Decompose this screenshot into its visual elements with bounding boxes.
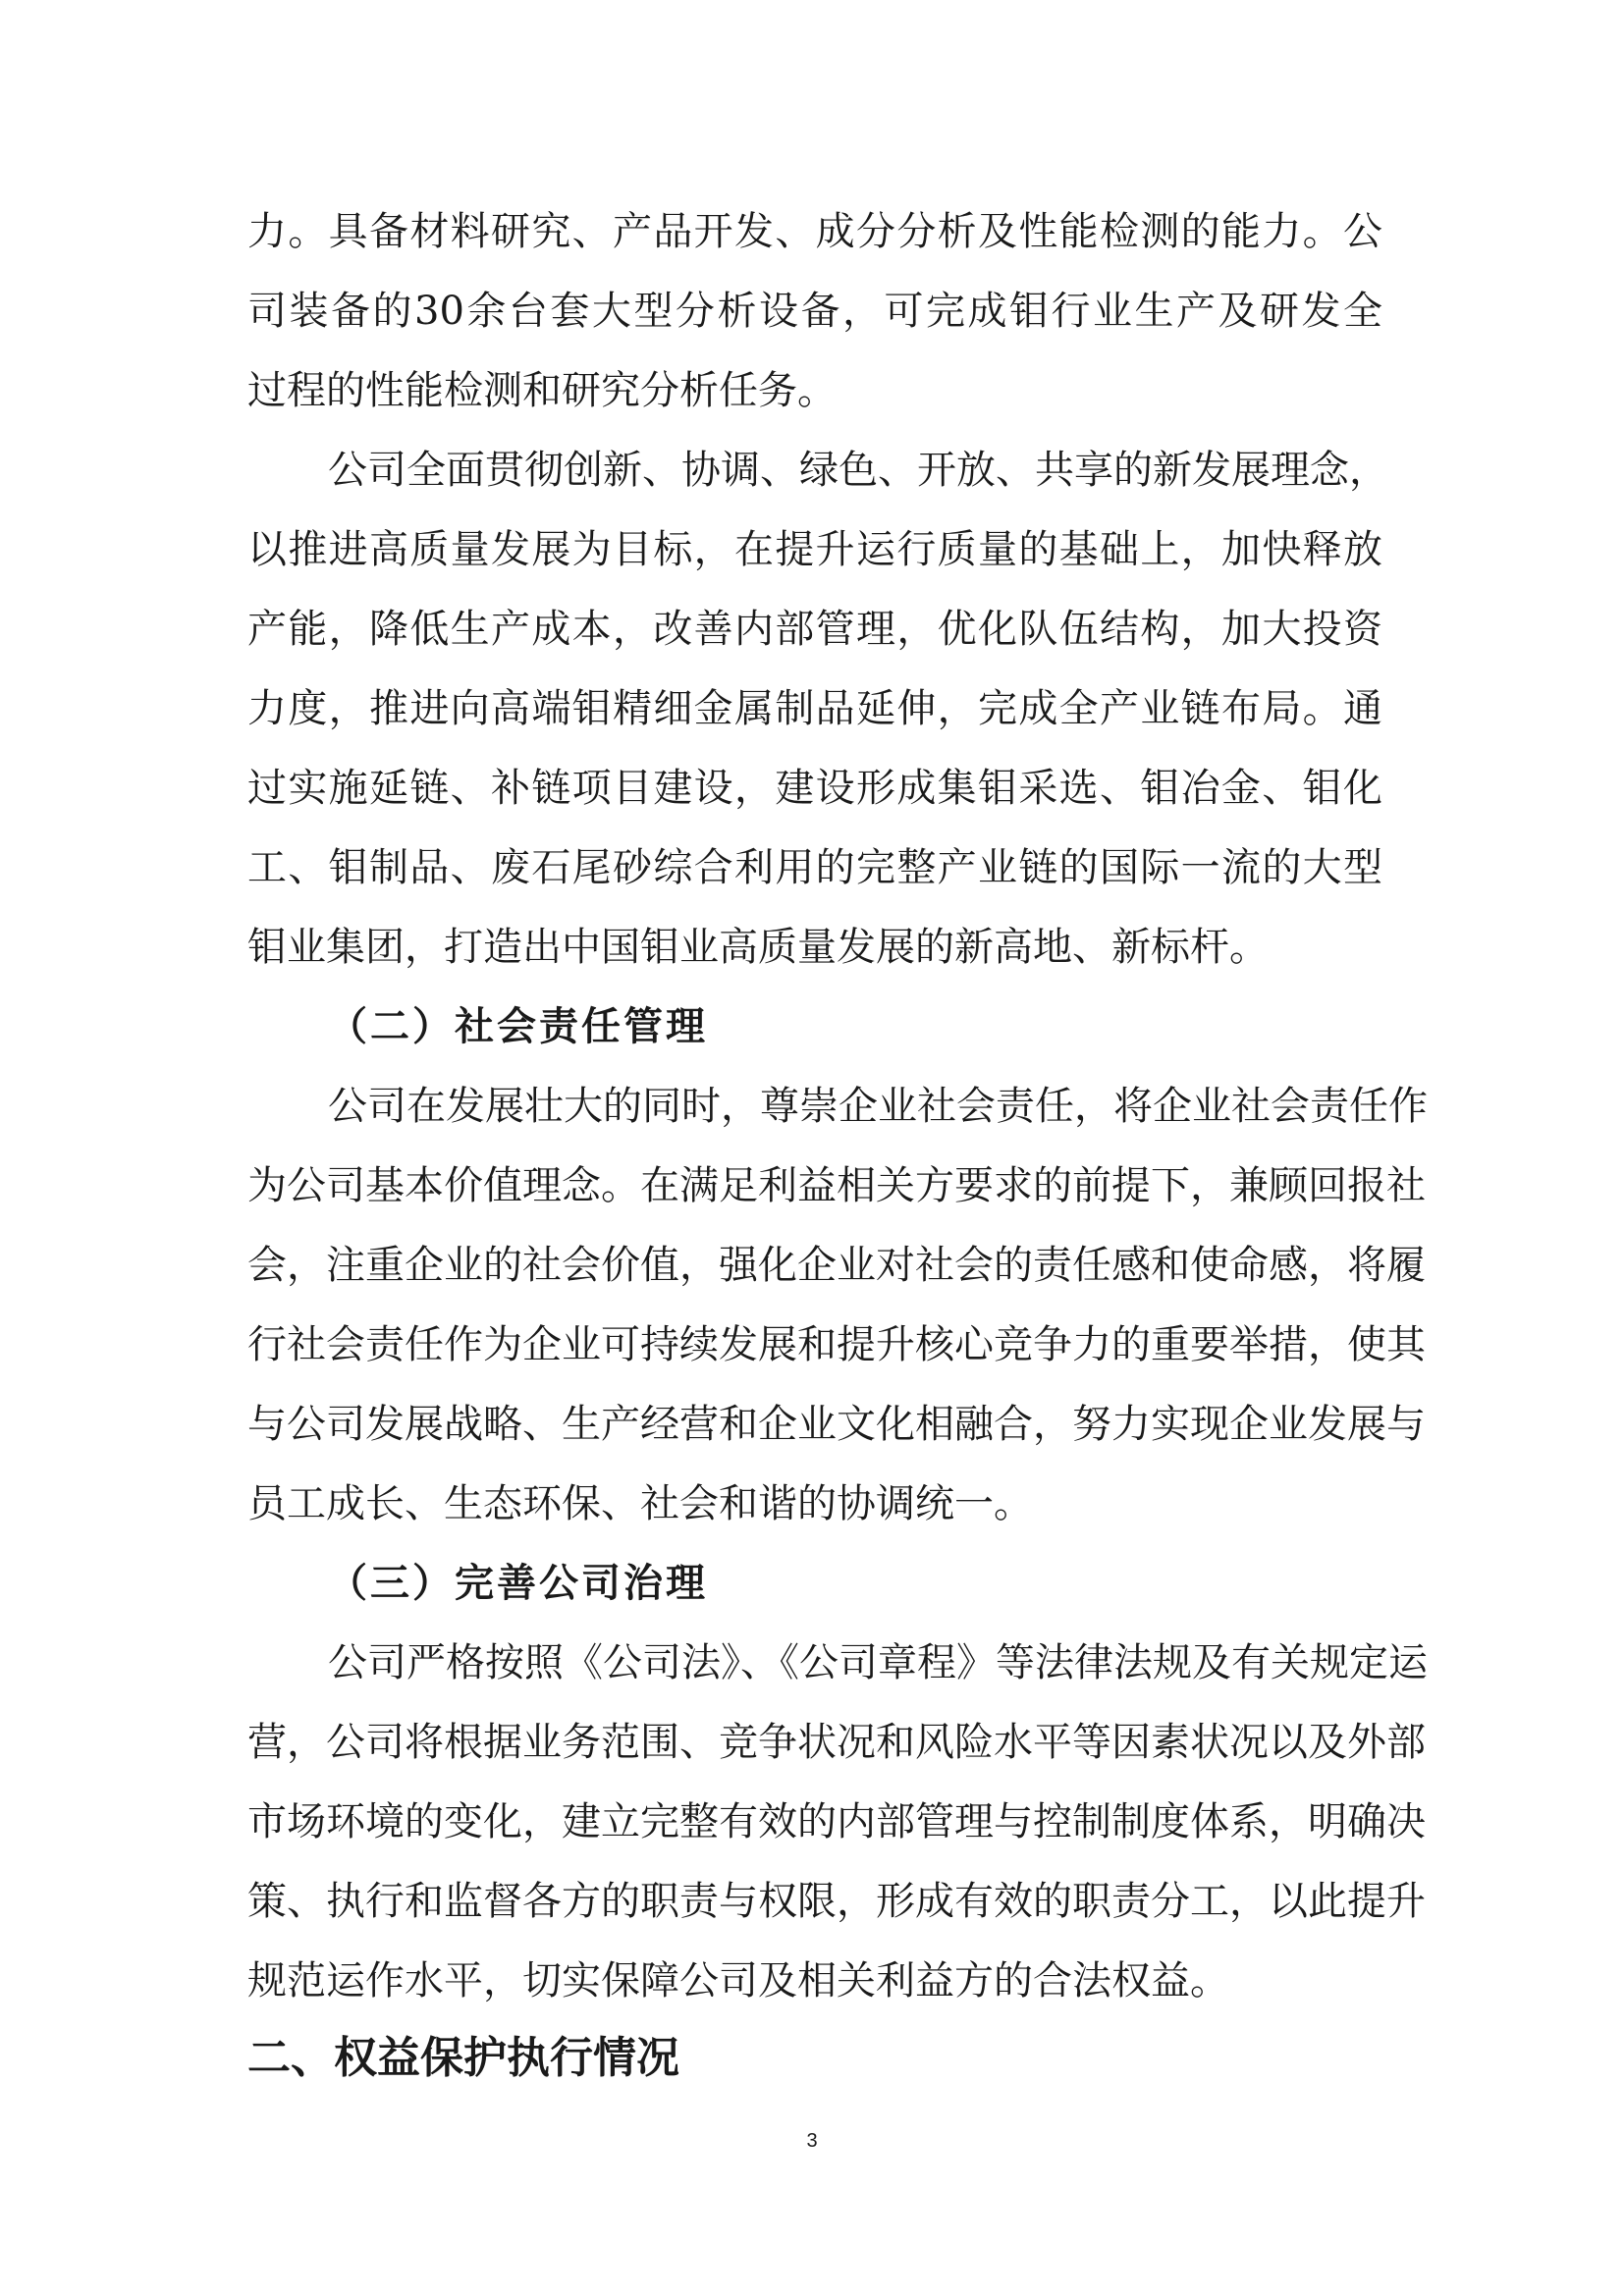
- paragraph-line: 过程的性能检测和研究分析任务。: [247, 368, 837, 413]
- page-number: 3: [806, 2130, 818, 2152]
- paragraph-line: 市场环境的变化，建立完整有效的内部管理与控制制度体系，明确决: [247, 1799, 1426, 1844]
- paragraph-line: 会，注重企业的社会价值，强化企业对社会的责任感和使命感，将履: [247, 1243, 1426, 1288]
- subsection-heading: （三）完善公司治理: [328, 1560, 708, 1606]
- paragraph-line: 规范运作水平，切实保障公司及相关利益方的合法权益。: [247, 1958, 1229, 2003]
- paragraph-line: 公司全面贯彻创新、协调、绿色、开放、共享的新发展理念，: [328, 448, 1388, 493]
- paragraph-line: 以推进高质量发展为目标，在提升运行质量的基础上，加快释放: [247, 527, 1382, 572]
- paragraph-line: 行社会责任作为企业可持续发展和提升核心竞争力的重要举措，使其: [247, 1322, 1426, 1367]
- paragraph-line: 工、钼制品、废石尾砂综合利用的完整产业链的国际一流的大型: [247, 845, 1382, 890]
- paragraph-line: 营，公司将根据业务范围、竞争状况和风险水平等因素状况以及外部: [247, 1720, 1426, 1765]
- paragraph-line: 与公司发展战略、生产经营和企业文化相融合，努力实现企业发展与: [247, 1402, 1426, 1447]
- paragraph-line: 产能，降低生产成本，改善内部管理，优化队伍结构，加大投资: [247, 607, 1382, 652]
- paragraph-line: 公司在发展壮大的同时，尊崇企业社会责任，将企业社会责任作: [328, 1084, 1428, 1129]
- section-heading: 二、权益保护执行情况: [247, 2033, 679, 2083]
- paragraph-line: 过实施延链、补链项目建设，建设形成集钼采选、钼冶金、钼化: [247, 766, 1382, 811]
- subsection-heading: （二）社会责任管理: [328, 1003, 708, 1049]
- paragraph-line: 钼业集团，打造出中国钼业高质量发展的新高地、新标杆。: [247, 925, 1269, 970]
- paragraph-line: 公司严格按照《公司法》、《公司章程》等法律法规及有关规定运: [328, 1640, 1428, 1685]
- paragraph-line: 策、执行和监督各方的职责与权限，形成有效的职责分工，以此提升: [247, 1879, 1426, 1924]
- paragraph-line: 为公司基本价值理念。在满足利益相关方要求的前提下，兼顾回报社: [247, 1163, 1426, 1208]
- paragraph-line: 力度，推进向高端钼精细金属制品延伸，完成全产业链布局。通: [247, 686, 1382, 731]
- paragraph-line: 司装备的30余台套大型分析设备，可完成钼行业生产及研发全: [247, 289, 1382, 334]
- paragraph-line: 员工成长、生态环保、社会和谐的协调统一。: [247, 1481, 1033, 1526]
- paragraph-line: 力。具备材料研究、产品开发、成分分析及性能检测的能力。公: [247, 209, 1382, 254]
